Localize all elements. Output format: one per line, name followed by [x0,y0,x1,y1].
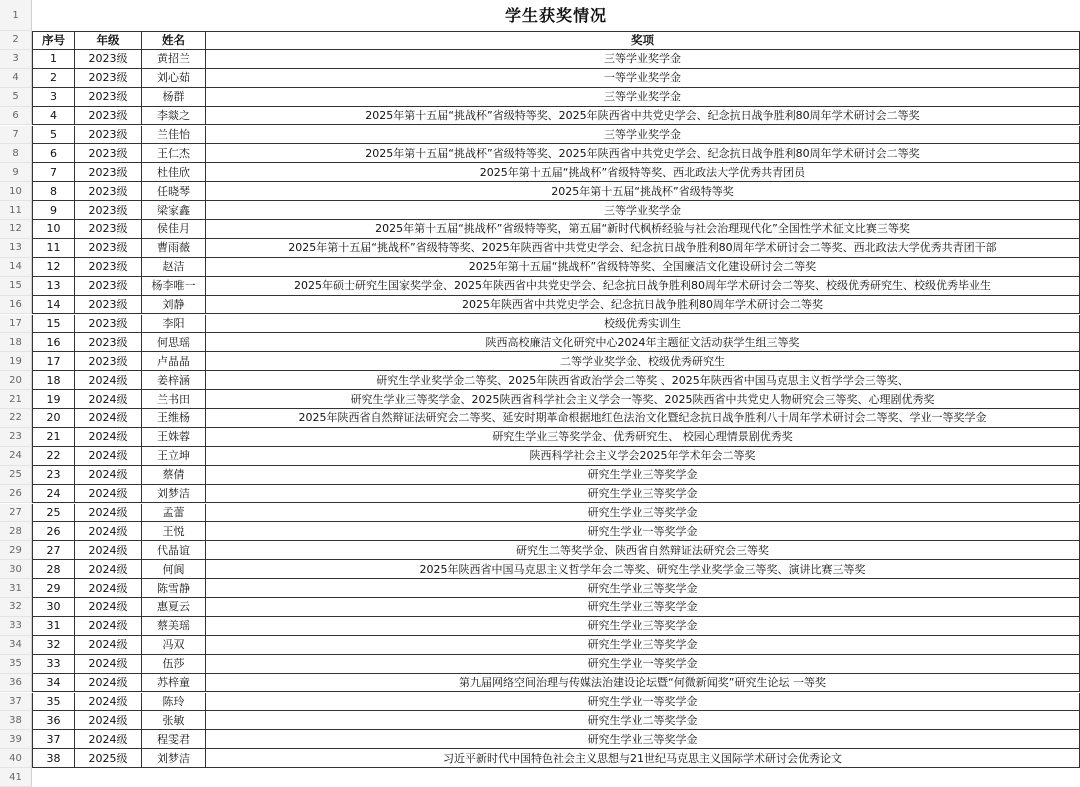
award-cell[interactable]: 研究生学业三等奖学金、2025陕西省科学社会主义学会一等奖、2025陕西省中共党史人物研究会三等奖、心理剧优秀奖 [206,390,1080,409]
seq-cell[interactable]: 28 [32,560,75,579]
row-number[interactable]: 4 [0,69,32,88]
name-cell[interactable]: 伍莎 [142,655,206,674]
award-cell[interactable]: 研究生学业三等奖学金 [206,504,1080,523]
name-cell[interactable]: 兰佳怡 [142,126,206,145]
row-number[interactable]: 26 [0,485,32,504]
seq-cell[interactable]: 2 [32,69,75,88]
row-number[interactable]: 31 [0,579,32,598]
award-cell[interactable]: 第九届网络空间治理与传媒法治建设论坛暨“何微新闻奖”研究生论坛 一等奖 [206,674,1080,693]
grade-cell[interactable]: 2023级 [75,144,142,163]
seq-cell[interactable]: 1 [32,50,75,69]
seq-cell[interactable]: 35 [32,693,75,712]
row-number[interactable]: 9 [0,163,32,182]
grade-cell[interactable]: 2024级 [75,598,142,617]
award-cell[interactable]: 2025年第十五届“挑战杯”省级特等奖、2025年陕西省中共党史学会、纪念抗日战争胜利80周年学术研讨会二等奖、西北政法大学优秀共青团干部 [206,239,1080,258]
name-cell[interactable]: 侯佳月 [142,220,206,239]
seq-cell[interactable]: 29 [32,579,75,598]
row-number[interactable]: 35 [0,655,32,674]
grade-cell[interactable]: 2023级 [75,107,142,126]
row-number[interactable]: 15 [0,277,32,296]
seq-cell[interactable]: 33 [32,655,75,674]
column-header-name[interactable]: 姓名 [142,31,206,50]
row-number[interactable]: 12 [0,220,32,239]
row-number[interactable]: 23 [0,428,32,447]
award-cell[interactable]: 研究生学业奖学金二等奖、2025年陕西省政治学会二等奖 、2025年陕西省中国马克思主义哲学学会三等奖、 [206,371,1080,390]
row-number[interactable]: 21 [0,390,32,409]
seq-cell[interactable]: 34 [32,674,75,693]
award-cell[interactable]: 研究生学业一等奖学金 [206,522,1080,541]
seq-cell[interactable]: 18 [32,371,75,390]
row-number[interactable]: 2 [0,31,32,50]
award-cell[interactable]: 2025年第十五届“挑战杯”省级特等奖，第五届“新时代枫桥经验与社会治理现代化”全国性学术征文比赛三等奖 [206,220,1080,239]
row-number[interactable]: 24 [0,447,32,466]
award-cell[interactable]: 三等学业奖学金 [206,201,1080,220]
seq-cell[interactable]: 8 [32,182,75,201]
name-cell[interactable]: 孟蕾 [142,504,206,523]
row-number[interactable]: 40 [0,749,32,768]
award-cell[interactable]: 一等学业奖学金 [206,69,1080,88]
seq-cell[interactable]: 23 [32,466,75,485]
award-cell[interactable]: 研究生学业三等奖学金 [206,598,1080,617]
seq-cell[interactable]: 20 [32,409,75,428]
name-cell[interactable]: 王悦 [142,522,206,541]
row-number[interactable]: 1 [0,0,32,31]
row-number[interactable]: 19 [0,352,32,371]
seq-cell[interactable]: 30 [32,598,75,617]
grade-cell[interactable]: 2024级 [75,617,142,636]
row-number[interactable]: 8 [0,144,32,163]
grade-cell[interactable]: 2024级 [75,674,142,693]
grade-cell[interactable]: 2023级 [75,182,142,201]
name-cell[interactable]: 卢晶晶 [142,352,206,371]
row-number[interactable]: 39 [0,730,32,749]
row-number[interactable]: 3 [0,50,32,69]
column-header-seq[interactable]: 序号 [32,31,75,50]
grade-cell[interactable]: 2024级 [75,711,142,730]
seq-cell[interactable]: 22 [32,447,75,466]
award-cell[interactable]: 校级优秀实训生 [206,315,1080,334]
award-cell[interactable]: 二等学业奖学金、校级优秀研究生 [206,352,1080,371]
grade-cell[interactable]: 2023级 [75,220,142,239]
award-cell[interactable]: 研究生学业三等奖学金 [206,485,1080,504]
name-cell[interactable]: 蔡美瑶 [142,617,206,636]
name-cell[interactable]: 程雯君 [142,730,206,749]
grade-cell[interactable]: 2024级 [75,371,142,390]
award-cell[interactable]: 三等学业奖学金 [206,50,1080,69]
seq-cell[interactable]: 9 [32,201,75,220]
row-number[interactable]: 11 [0,201,32,220]
row-number[interactable]: 29 [0,541,32,560]
row-number[interactable]: 37 [0,693,32,712]
seq-cell[interactable]: 15 [32,315,75,334]
row-number[interactable]: 27 [0,504,32,523]
name-cell[interactable]: 苏梓童 [142,674,206,693]
row-number[interactable]: 18 [0,333,32,352]
row-number[interactable]: 30 [0,560,32,579]
seq-cell[interactable]: 27 [32,541,75,560]
grade-cell[interactable]: 2024级 [75,730,142,749]
column-header-award[interactable]: 奖项 [206,31,1080,50]
sheet-title[interactable]: 学生获奖情况 [504,5,607,25]
name-cell[interactable]: 刘静 [142,296,206,315]
name-cell[interactable]: 陈玲 [142,693,206,712]
row-number[interactable]: 41 [0,768,32,787]
name-cell[interactable]: 何思瑶 [142,333,206,352]
grade-cell[interactable]: 2024级 [75,390,142,409]
award-cell[interactable]: 习近平新时代中国特色社会主义思想与21世纪马克思主义国际学术研讨会优秀论文 [206,749,1080,768]
award-cell[interactable]: 研究生学业一等奖学金 [206,693,1080,712]
name-cell[interactable]: 李燚之 [142,107,206,126]
grade-cell[interactable]: 2024级 [75,522,142,541]
seq-cell[interactable]: 10 [32,220,75,239]
row-number[interactable]: 16 [0,296,32,315]
row-number[interactable]: 14 [0,258,32,277]
award-cell[interactable]: 2025年第十五届“挑战杯”省级特等奖、西北政法大学优秀共青团员 [206,163,1080,182]
award-cell[interactable]: 2025年陕西省自然辩证法研究会二等奖、延安时期革命根据地红色法治文化暨纪念抗日战争胜利八十周年学术研讨会二等奖、学业一等奖学金 [206,409,1080,428]
grade-cell[interactable]: 2023级 [75,296,142,315]
grade-cell[interactable]: 2023级 [75,201,142,220]
award-cell[interactable]: 2025年陕西省中国马克思主义哲学年会二等奖、研究生学业奖学金三等奖、演讲比赛三等奖 [206,560,1080,579]
row-number[interactable]: 5 [0,88,32,107]
seq-cell[interactable]: 4 [32,107,75,126]
grade-cell[interactable]: 2024级 [75,409,142,428]
grade-cell[interactable]: 2024级 [75,485,142,504]
name-cell[interactable]: 任晓琴 [142,182,206,201]
name-cell[interactable]: 王立坤 [142,447,206,466]
seq-cell[interactable]: 13 [32,277,75,296]
grade-cell[interactable]: 2023级 [75,239,142,258]
row-number[interactable]: 13 [0,239,32,258]
grade-cell[interactable]: 2023级 [75,352,142,371]
grade-cell[interactable]: 2023级 [75,333,142,352]
award-cell[interactable]: 三等学业奖学金 [206,126,1080,145]
award-cell[interactable]: 研究生学业三等奖学金 [206,466,1080,485]
name-cell[interactable]: 兰书田 [142,390,206,409]
name-cell[interactable]: 王仁杰 [142,144,206,163]
award-cell[interactable]: 2025年第十五届“挑战杯”省级特等奖、全国廉洁文化建设研讨会二等奖 [206,258,1080,277]
name-cell[interactable]: 王姝蓉 [142,428,206,447]
grade-cell[interactable]: 2024级 [75,655,142,674]
grade-cell[interactable]: 2024级 [75,560,142,579]
row-number[interactable]: 20 [0,371,32,390]
award-cell[interactable]: 2025年第十五届“挑战杯”省级特等奖、2025年陕西省中共党史学会、纪念抗日战争胜利80周年学术研讨会二等奖 [206,144,1080,163]
grade-cell[interactable]: 2023级 [75,50,142,69]
name-cell[interactable]: 蔡倩 [142,466,206,485]
seq-cell[interactable]: 21 [32,428,75,447]
row-number[interactable]: 28 [0,522,32,541]
grade-cell[interactable]: 2024级 [75,579,142,598]
seq-cell[interactable]: 38 [32,749,75,768]
seq-cell[interactable]: 5 [32,126,75,145]
award-cell[interactable]: 研究生学业三等奖学金、优秀研究生、 校园心理情景剧优秀奖 [206,428,1080,447]
award-cell[interactable]: 研究生学业三等奖学金 [206,579,1080,598]
row-number[interactable]: 6 [0,107,32,126]
seq-cell[interactable]: 14 [32,296,75,315]
seq-cell[interactable]: 26 [32,522,75,541]
row-number[interactable]: 25 [0,466,32,485]
grade-cell[interactable]: 2023级 [75,258,142,277]
grade-cell[interactable]: 2023级 [75,315,142,334]
grade-cell[interactable]: 2023级 [75,126,142,145]
row-number[interactable]: 7 [0,126,32,145]
row-number[interactable]: 22 [0,409,32,428]
grade-cell[interactable]: 2024级 [75,466,142,485]
seq-cell[interactable]: 24 [32,485,75,504]
name-cell[interactable]: 黄招兰 [142,50,206,69]
grade-cell[interactable]: 2024级 [75,541,142,560]
seq-cell[interactable]: 37 [32,730,75,749]
award-cell[interactable]: 2025年第十五届“挑战杯”省级特等奖 [206,182,1080,201]
name-cell[interactable]: 刘梦洁 [142,749,206,768]
seq-cell[interactable]: 31 [32,617,75,636]
name-cell[interactable]: 冯双 [142,636,206,655]
seq-cell[interactable]: 25 [32,504,75,523]
grade-cell[interactable]: 2023级 [75,163,142,182]
name-cell[interactable]: 张敏 [142,711,206,730]
grade-cell[interactable]: 2023级 [75,69,142,88]
row-number[interactable]: 33 [0,617,32,636]
row-number[interactable]: 38 [0,711,32,730]
award-cell[interactable]: 三等学业奖学金 [206,88,1080,107]
grade-cell[interactable]: 2024级 [75,428,142,447]
award-cell[interactable]: 陕西高校廉洁文化研究中心2024年主题征文活动获学生组三等奖 [206,333,1080,352]
award-cell[interactable]: 研究生学业二等奖学金 [206,711,1080,730]
seq-cell[interactable]: 17 [32,352,75,371]
row-number[interactable]: 32 [0,598,32,617]
grade-cell[interactable]: 2025级 [75,749,142,768]
seq-cell[interactable]: 11 [32,239,75,258]
seq-cell[interactable]: 36 [32,711,75,730]
seq-cell[interactable]: 32 [32,636,75,655]
grade-cell[interactable]: 2024级 [75,636,142,655]
award-cell[interactable]: 2025年硕士研究生国家奖学金、2025年陕西省中共党史学会、纪念抗日战争胜利80周年学术研讨会二等奖、校级优秀研究生、校级优秀毕业生 [206,277,1080,296]
name-cell[interactable]: 刘心茹 [142,69,206,88]
name-cell[interactable]: 代晶谊 [142,541,206,560]
name-cell[interactable]: 赵洁 [142,258,206,277]
name-cell[interactable]: 刘梦洁 [142,485,206,504]
row-number[interactable]: 34 [0,636,32,655]
row-number[interactable]: 36 [0,674,32,693]
name-cell[interactable]: 陈雪静 [142,579,206,598]
row-number[interactable]: 17 [0,315,32,334]
award-cell[interactable]: 研究生二等奖学金、陕西省自然辩证法研究会三等奖 [206,541,1080,560]
grade-cell[interactable]: 2024级 [75,504,142,523]
grade-cell[interactable]: 2023级 [75,88,142,107]
name-cell[interactable]: 杜佳欣 [142,163,206,182]
award-cell[interactable]: 研究生学业三等奖学金 [206,617,1080,636]
grade-cell[interactable]: 2023级 [75,277,142,296]
name-cell[interactable]: 何阆 [142,560,206,579]
award-cell[interactable]: 2025年第十五届“挑战杯”省级特等奖、2025年陕西省中共党史学会、纪念抗日战争胜利80周年学术研讨会二等奖 [206,107,1080,126]
award-cell[interactable]: 2025年陕西省中共党史学会、纪念抗日战争胜利80周年学术研讨会二等奖 [206,296,1080,315]
seq-cell[interactable]: 19 [32,390,75,409]
grade-cell[interactable]: 2024级 [75,447,142,466]
seq-cell[interactable]: 12 [32,258,75,277]
name-cell[interactable]: 杨群 [142,88,206,107]
name-cell[interactable]: 曹雨薇 [142,239,206,258]
seq-cell[interactable]: 6 [32,144,75,163]
award-cell[interactable]: 研究生学业一等奖学金 [206,655,1080,674]
name-cell[interactable]: 王维杨 [142,409,206,428]
seq-cell[interactable]: 7 [32,163,75,182]
name-cell[interactable]: 梁家鑫 [142,201,206,220]
award-cell[interactable]: 研究生学业三等奖学金 [206,636,1080,655]
row-number[interactable]: 10 [0,182,32,201]
grade-cell[interactable]: 2024级 [75,693,142,712]
award-cell[interactable]: 陕西科学社会主义学会2025年学术年会二等奖 [206,447,1080,466]
name-cell[interactable]: 姜梓涵 [142,371,206,390]
seq-cell[interactable]: 16 [32,333,75,352]
column-header-grade[interactable]: 年级 [75,31,142,50]
name-cell[interactable]: 惠夏云 [142,598,206,617]
name-cell[interactable]: 李阳 [142,315,206,334]
seq-cell[interactable]: 3 [32,88,75,107]
award-cell[interactable]: 研究生学业三等奖学金 [206,730,1080,749]
name-cell[interactable]: 杨李唯一 [142,277,206,296]
